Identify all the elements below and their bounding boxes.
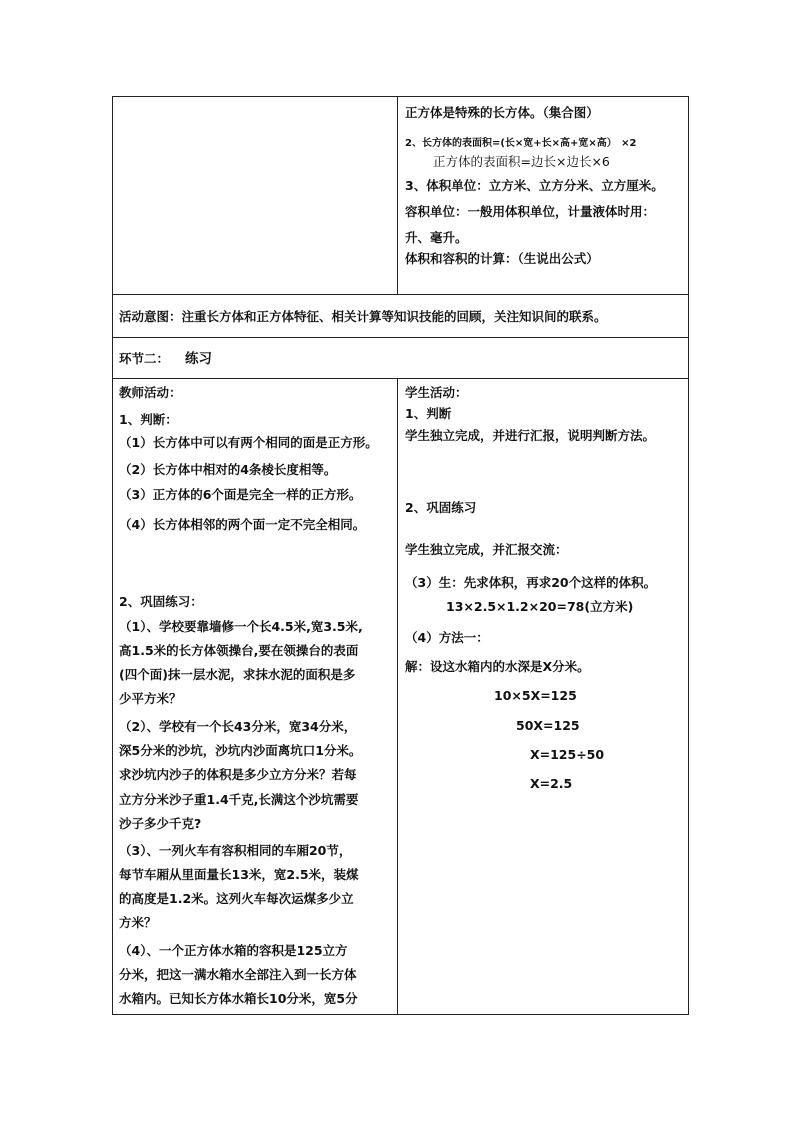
top-right-line-7: 体积和容积的计算：（生说出公式） bbox=[405, 251, 599, 266]
equation-line: 50X=125 bbox=[516, 718, 580, 733]
judge-item: （3）正方体的6个面是完全一样的正方形。 bbox=[119, 487, 362, 502]
equation-line: 10×5X=125 bbox=[494, 688, 577, 703]
lesson-table bbox=[112, 96, 689, 1015]
answer-3-label: （3）生：先求体积，再求20个这样的体积。 bbox=[405, 575, 657, 590]
row-divider bbox=[113, 337, 688, 338]
top-right-line-1: 正方体是特殊的长方体。（集合图） bbox=[405, 105, 599, 120]
teacher-heading: 教师活动： bbox=[119, 385, 182, 400]
row-divider bbox=[113, 294, 688, 295]
teacher-practice-title: 2、巩固练习： bbox=[119, 594, 203, 609]
top-right-line-2 bbox=[405, 134, 637, 152]
practice-line: 深5分米的沙坑，沙坑内沙面离坑口1分米。 bbox=[119, 743, 362, 758]
teacher-cell bbox=[113, 379, 397, 1013]
practice-line: （1）、学校要靠墙修一个长4.5米,宽3.5米, bbox=[119, 619, 363, 634]
student-practice-title: 2、巩固练习 bbox=[405, 500, 477, 515]
teacher-judge-title: 1、判断： bbox=[119, 412, 178, 427]
practice-line: （2）、学校有一个长43分米，宽34分米， bbox=[119, 719, 357, 734]
student-practice-text: 学生独立完成，并汇报交流： bbox=[405, 542, 568, 557]
equation-line: X=125÷50 bbox=[530, 747, 605, 762]
practice-line: 高1.5米的长方体领操台,要在领操台的表面 bbox=[119, 643, 359, 658]
practice-line: （3）、一列火车有容积相同的车厢20节， bbox=[119, 843, 352, 858]
practice-line: (四个面)抹一层水泥，求抹水泥的面积是多 bbox=[119, 667, 356, 682]
practice-line: 每节车厢从里面量长13米，宽2.5米，装煤 bbox=[119, 867, 359, 882]
practice-line: 分米，把这一满水箱水全部注入到一长方体 bbox=[119, 967, 357, 982]
student-heading: 学生活动： bbox=[405, 385, 468, 400]
top-right-line-5: 容积单位：一般用体积单位，计量液体时用： bbox=[405, 204, 656, 219]
practice-line: （4）、一个正方体水箱的容积是125立方 bbox=[119, 943, 348, 958]
answer-3-calculation: 13×2.5×1.2×20=78(立方米) bbox=[446, 599, 634, 614]
top-right-line-6: 升、毫升。 bbox=[405, 230, 468, 245]
practice-line: 水箱内。已知长方体水箱长10分米，宽5分 bbox=[119, 991, 358, 1006]
judge-item: （4）长方体相邻的两个面一定不完全相同。 bbox=[119, 517, 366, 532]
section-label: 环节二： bbox=[119, 351, 170, 366]
practice-line: 的高度是1.2米。这列火车每次运煤多少立 bbox=[119, 891, 354, 906]
section-title: 练习 bbox=[185, 351, 212, 367]
practice-line: 方米？ bbox=[119, 915, 157, 930]
activity-intent: 活动意图：注重长方体和正方体特征、相关计算等知识技能的回顾，关注知识间的联系。 bbox=[119, 309, 607, 324]
top-right-line-3: 正方体的表面积=边长×边长×6 bbox=[433, 154, 610, 169]
surface-area-multiplier: ×2 bbox=[621, 138, 637, 149]
practice-line: 求沙坑内沙子的体积是多少立方分米？若每 bbox=[119, 767, 357, 782]
answer-4-label: （4）方法一： bbox=[405, 630, 489, 645]
practice-line: 少平方米？ bbox=[119, 691, 182, 706]
student-cell bbox=[398, 379, 688, 1013]
answer-4-setup: 解：设这水箱内的水深是X分米。 bbox=[405, 659, 590, 674]
judge-item: （2）长方体中相对的4条棱长度相等。 bbox=[119, 462, 337, 477]
equation-line: X=2.5 bbox=[530, 776, 573, 791]
practice-line: 立方分米沙子重1.4千克,长满这个沙坑需要 bbox=[119, 792, 359, 807]
student-judge-text: 学生独立完成，并进行汇报，说明判断方法。 bbox=[405, 428, 656, 443]
column-divider bbox=[397, 97, 398, 294]
top-right-line-4: 3、体积单位：立方米、立方分米、立方厘米。 bbox=[405, 178, 664, 193]
judge-item: （1）长方体中可以有两个相同的面是正方形。 bbox=[119, 435, 378, 450]
student-judge-title: 1、判断 bbox=[405, 406, 452, 421]
practice-line: 沙子多少千克? bbox=[119, 816, 202, 831]
surface-area-formula: 2、长方体的表面积=(长×宽+长×高+宽×高） bbox=[405, 138, 617, 149]
